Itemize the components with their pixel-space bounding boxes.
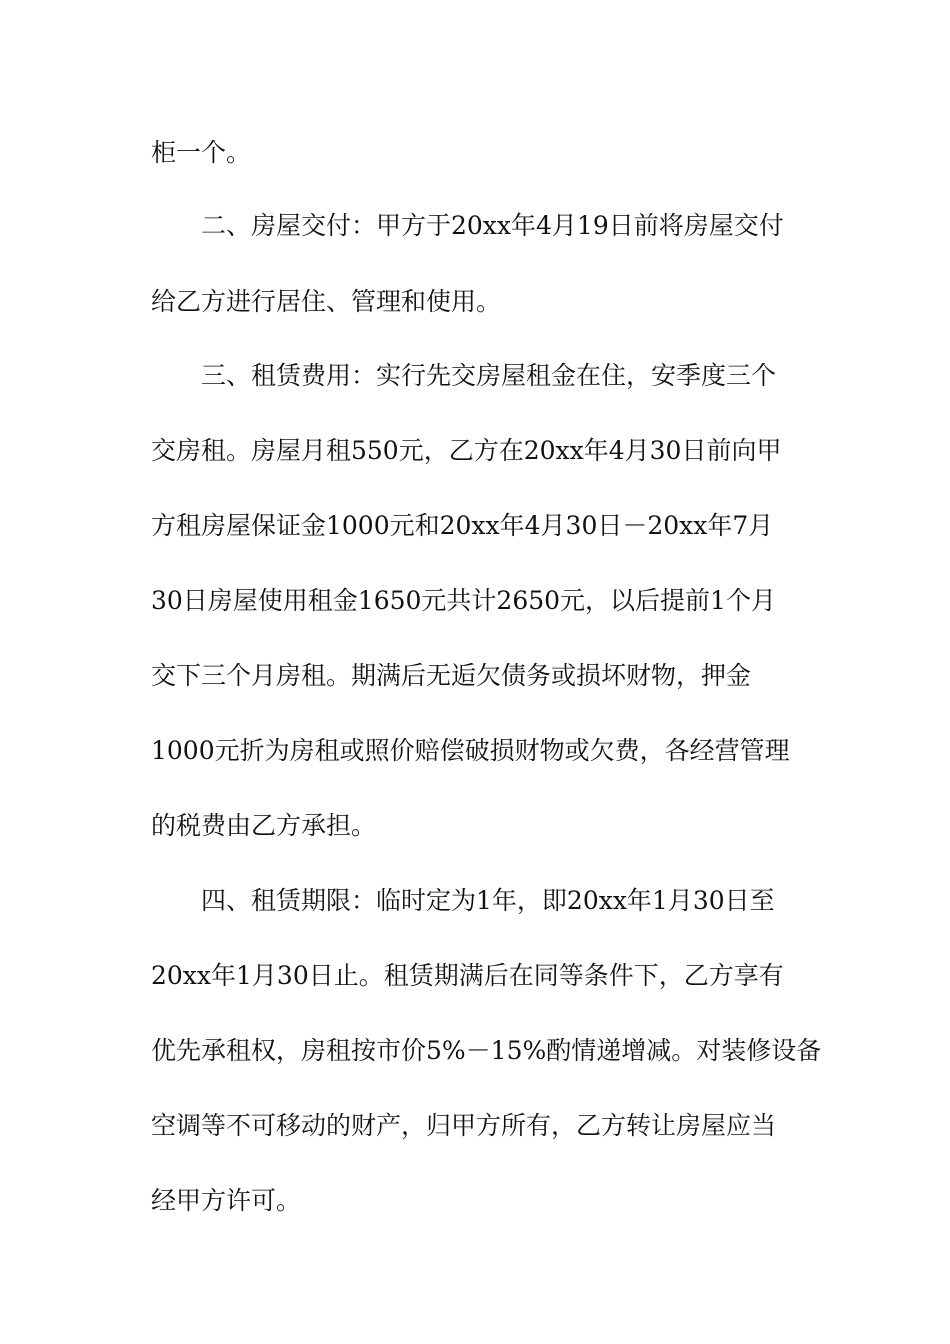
- text-line: 方租房屋保证金1000元和20xx年4月30日－20xx年7月: [151, 511, 774, 540]
- text-line: 经甲方许可。: [151, 1186, 302, 1215]
- text-line: 的税费由乙方承担。: [151, 811, 377, 840]
- text-line: 柜一个。: [151, 138, 252, 167]
- text-line: 三、租赁费用：实行先交房屋租金在住，安季度三个: [201, 361, 777, 390]
- text-line: 20xx年1月30日止。租赁期满后在同等条件下，乙方享有: [151, 961, 784, 990]
- text-line: 四、租赁期限：临时定为1年，即20xx年1月30日至: [201, 886, 775, 915]
- text-line: 二、房屋交付：甲方于20xx年4月19日前将房屋交付: [201, 211, 784, 240]
- text-line: 空调等不可移动的财产，归甲方所有，乙方转让房屋应当: [151, 1111, 777, 1140]
- text-line: 1000元折为房租或照价赔偿破损财物或欠费，各经营管理: [151, 736, 790, 765]
- text-line: 给乙方进行居住、管理和使用。: [151, 287, 502, 316]
- text-line: 交房租。房屋月租550元，乙方在20xx年4月30日前向甲: [151, 436, 782, 465]
- text-line: 30日房屋使用租金1650元共计2650元，以后提前1个月: [151, 586, 776, 615]
- text-line: 交下三个月房租。期满后无逅欠债务或损坏财物，押金: [151, 661, 752, 690]
- text-line: 优先承租权，房租按市价5%－15%酌情递增减。对装修设备: [151, 1036, 822, 1065]
